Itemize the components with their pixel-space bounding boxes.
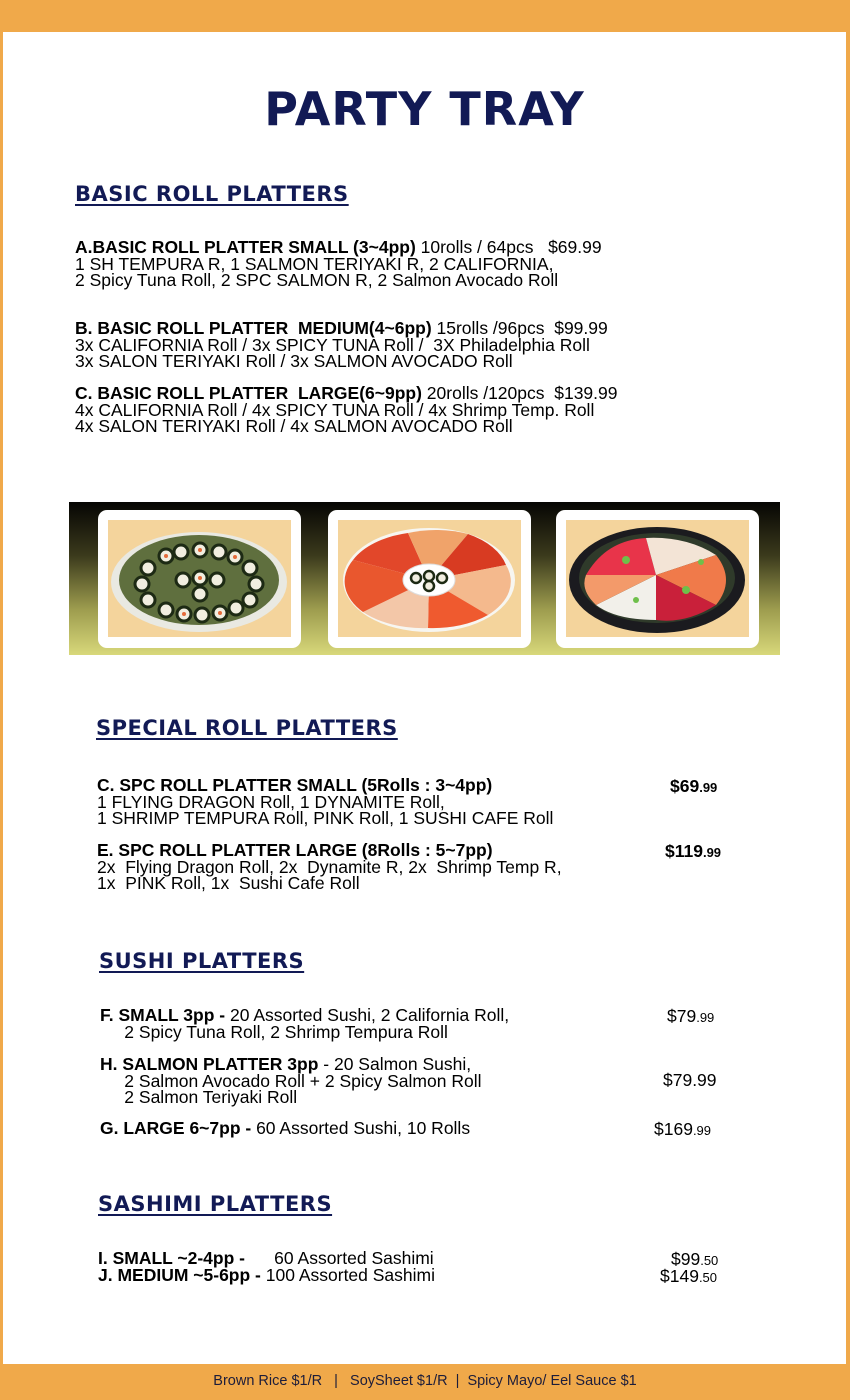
special-platter-c-name: C. SPC ROLL PLATTER SMALL (5Rolls : 3~4pp) bbox=[97, 775, 493, 795]
price-dollars: $119 bbox=[665, 841, 703, 861]
basic-platter-a-line2: 1 SH TEMPURA R, 1 SALMON TERIYAKI R, 2 CALIFORNIA, bbox=[75, 253, 554, 274]
sushi-platter-h-line2: 2 Salmon Avocado Roll + 2 Spicy Salmon Roll bbox=[100, 1070, 482, 1091]
sashimi-platter-i-detail: 60 Assorted Sashimi bbox=[244, 1248, 434, 1268]
photo-card bbox=[98, 510, 301, 648]
basic-platter-a-name: A.BASIC ROLL PLATTER SMALL (3~4pp) bbox=[75, 237, 416, 257]
roll-platter-photo bbox=[108, 520, 291, 637]
mixed-roll-platter-photo bbox=[338, 520, 521, 637]
basic-platter-c-line3: 4x SALON TERIYAKI Roll / 4x SALMON AVOCADO Roll bbox=[75, 416, 513, 436]
price-cents: .99 bbox=[696, 1010, 715, 1025]
sashimi-platter-photo bbox=[566, 520, 749, 637]
basic-roll-platters-heading: BASIC ROLL PLATTERS bbox=[75, 182, 349, 206]
basic-platter-b-detail: 15rolls /96pcs $99.99 bbox=[431, 318, 608, 338]
basic-platter-a-detail: 10rolls / 64pcs $69.99 bbox=[415, 237, 602, 257]
special-platter-e bbox=[97, 842, 562, 892]
basic-platter-c-line2: 4x CALIFORNIA Roll / 4x SPICY TUNA Roll / 4x Shrimp Temp. Roll bbox=[75, 399, 595, 420]
sashimi-platter-i-name: I. SMALL ~2-4pp - bbox=[98, 1248, 245, 1268]
basic-platter-b-line2: 3x CALIFORNIA Roll / 3x SPICY TUNA Roll / 3X Philadelphia Roll bbox=[75, 334, 590, 355]
special-platter-e-line3: 1x PINK Roll, 1x Sushi Cafe Roll bbox=[97, 873, 360, 893]
menu-page bbox=[3, 32, 846, 1364]
sashimi-platter-j-detail: 100 Assorted Sashimi bbox=[260, 1265, 435, 1285]
sushi-platter-h-detail: - 20 Salmon Sushi, bbox=[318, 1054, 472, 1074]
sashimi-platter-j-name: J. MEDIUM ~5-6pp - bbox=[98, 1265, 261, 1285]
sashimi-platter-j-price bbox=[660, 1266, 717, 1287]
sushi-platter-h bbox=[100, 1056, 481, 1106]
special-roll-platters-heading: SPECIAL ROLL PLATTERS bbox=[96, 716, 398, 740]
sushi-platter-h-name: H. SALMON PLATTER 3pp bbox=[100, 1054, 319, 1074]
special-platter-c-line3: 1 SHRIMP TEMPURA Roll, PINK Roll, 1 SUSHI CAFE Roll bbox=[97, 808, 554, 828]
page-title: PARTY TRAY bbox=[264, 82, 585, 136]
sushi-platter-f-line2: 2 Spicy Tuna Roll, 2 Shrimp Tempura Roll bbox=[100, 1021, 448, 1042]
sushi-platter-h-price: $79.99 bbox=[663, 1070, 717, 1090]
sushi-platter-f-detail: 20 Assorted Sushi, 2 California Roll, bbox=[225, 1005, 510, 1025]
sushi-platter-g-name: G. LARGE 6~7pp - bbox=[100, 1118, 252, 1138]
sushi-platters-heading: SUSHI PLATTERS bbox=[99, 949, 305, 973]
price-cents: .50 bbox=[700, 1253, 719, 1268]
sashimi-platters-heading: SASHIMI PLATTERS bbox=[98, 1192, 333, 1216]
sushi-platter-f bbox=[100, 1007, 509, 1040]
special-platter-e-name: E. SPC ROLL PLATTER LARGE (8Rolls : 5~7pp) bbox=[97, 840, 493, 860]
basic-platter-a-line3: 2 Spicy Tuna Roll, 2 SPC SALMON R, 2 Salmon Avocado Roll bbox=[75, 270, 559, 290]
price-dollars: $99 bbox=[671, 1249, 701, 1269]
basic-platter-c-detail: 20rolls /120pcs $139.99 bbox=[421, 383, 618, 403]
sashimi-platter-j bbox=[98, 1267, 435, 1284]
footer-extras: Brown Rice $1/R | SoySheet $1/R | Spicy Mayo/ Eel Sauce $1 bbox=[213, 1373, 637, 1389]
special-platter-e-price bbox=[665, 841, 721, 862]
photo-card bbox=[328, 510, 531, 648]
photo-banner bbox=[69, 502, 780, 655]
sushi-platter-g bbox=[100, 1120, 470, 1137]
sushi-platter-g-price bbox=[654, 1119, 711, 1140]
photo-card bbox=[556, 510, 759, 648]
special-platter-c-price bbox=[670, 776, 717, 797]
basic-platter-b-name: B. BASIC ROLL PLATTER MEDIUM(4~6pp) bbox=[75, 318, 432, 338]
price-cents: .50 bbox=[698, 1270, 718, 1285]
price-cents: .99 bbox=[702, 845, 722, 860]
basic-platter-c-name: C. BASIC ROLL PLATTER LARGE(6~9pp) bbox=[75, 383, 422, 403]
sushi-platter-g-detail: 60 Assorted Sushi, 10 Rolls bbox=[251, 1118, 471, 1138]
special-platter-e-line2: 2x Flying Dragon Roll, 2x Dynamite R, 2x Shrimp Temp R, bbox=[97, 856, 562, 877]
price-dollars: $149 bbox=[660, 1266, 699, 1286]
basic-platter-b bbox=[75, 320, 608, 370]
sushi-platter-h-line3: 2 Salmon Teriyaki Roll bbox=[100, 1087, 298, 1107]
price-dollars: $169 bbox=[654, 1119, 693, 1139]
basic-platter-a bbox=[75, 239, 602, 289]
price-dollars: $69 bbox=[670, 776, 700, 796]
basic-platter-b-line3: 3x SALON TERIYAKI Roll / 3x SALMON AVOCADO Roll bbox=[75, 351, 513, 371]
sushi-platter-f-price bbox=[667, 1006, 714, 1027]
sushi-platter-f-name: F. SMALL 3pp - bbox=[100, 1005, 226, 1025]
price-cents: .99 bbox=[692, 1123, 712, 1138]
special-platter-c bbox=[97, 777, 553, 827]
special-platter-c-line2: 1 FLYING DRAGON Roll, 1 DYNAMITE Roll, bbox=[97, 791, 445, 812]
price-dollars: $79 bbox=[667, 1006, 697, 1026]
basic-platter-c bbox=[75, 385, 618, 435]
price-cents: .99 bbox=[699, 780, 718, 795]
